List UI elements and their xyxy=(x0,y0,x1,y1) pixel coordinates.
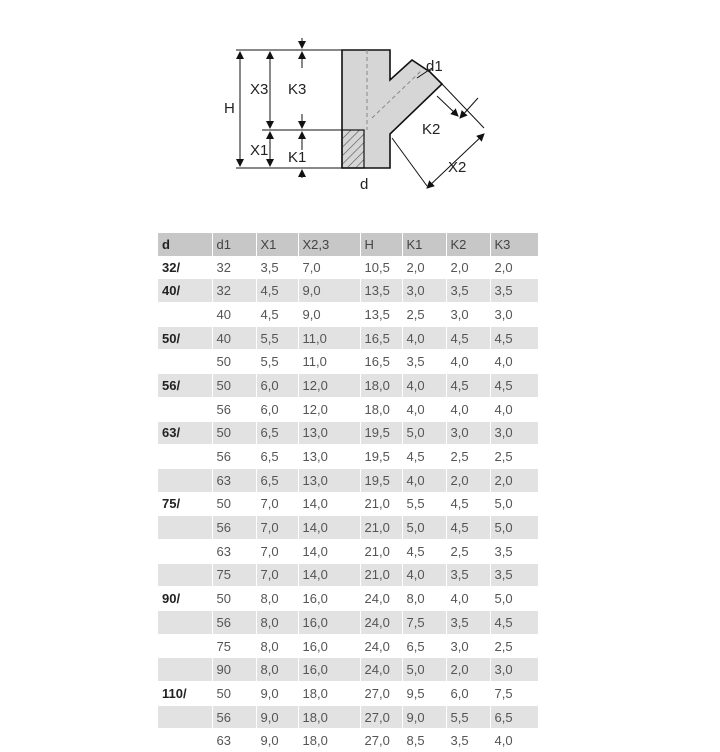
table-cell: 3,5 xyxy=(446,611,490,635)
label-X3: X3 xyxy=(250,81,269,98)
table-cell: 5,0 xyxy=(490,516,538,540)
table-cell: 50/ xyxy=(158,326,212,350)
table-row xyxy=(158,468,538,492)
dimension-table xyxy=(158,233,539,752)
table-cell: 3,0 xyxy=(446,421,490,445)
table-cell xyxy=(158,468,212,492)
table-cell: 19,5 xyxy=(360,468,402,492)
table-row xyxy=(158,587,538,611)
table-cell: 18,0 xyxy=(360,374,402,398)
table-cell: 4,5 xyxy=(256,303,298,327)
table-cell: 32 xyxy=(212,279,256,303)
table-cell: 16,0 xyxy=(298,634,360,658)
table-cell: 3,5 xyxy=(446,563,490,587)
table-cell: 10,5 xyxy=(360,256,402,279)
table-cell xyxy=(158,729,212,752)
table-cell: 8,0 xyxy=(256,611,298,635)
table-cell: 3,5 xyxy=(446,729,490,752)
table-cell: 18,0 xyxy=(298,682,360,706)
table-row xyxy=(158,611,538,635)
table-cell: 4,0 xyxy=(402,326,446,350)
table-cell xyxy=(158,705,212,729)
column-header-h: H xyxy=(360,233,402,256)
label-K2: K2 xyxy=(422,121,441,138)
table-cell: 13,0 xyxy=(298,421,360,445)
table-cell: 27,0 xyxy=(360,705,402,729)
table-cell: 13,0 xyxy=(298,445,360,469)
table-cell: 75/ xyxy=(158,492,212,516)
table-cell: 5,0 xyxy=(490,587,538,611)
table-cell: 4,0 xyxy=(402,397,446,421)
table-cell: 14,0 xyxy=(298,563,360,587)
table-cell: 2,0 xyxy=(402,256,446,279)
table-cell: 40 xyxy=(212,303,256,327)
table-row xyxy=(158,492,538,516)
table-cell xyxy=(158,611,212,635)
table-cell: 110/ xyxy=(158,682,212,706)
table-cell: 13,5 xyxy=(360,279,402,303)
table-cell: 27,0 xyxy=(360,729,402,752)
table-cell: 21,0 xyxy=(360,563,402,587)
table-cell: 63 xyxy=(212,468,256,492)
table-cell: 4,5 xyxy=(490,374,538,398)
table-cell: 56 xyxy=(212,445,256,469)
table-cell: 4,5 xyxy=(402,445,446,469)
table-cell: 4,0 xyxy=(490,350,538,374)
table-cell: 32 xyxy=(212,256,256,279)
table-cell: 3,5 xyxy=(490,279,538,303)
table-cell: 5,0 xyxy=(402,658,446,682)
table-cell: 4,5 xyxy=(256,279,298,303)
table-cell: 4,5 xyxy=(446,516,490,540)
table-header-row xyxy=(158,233,538,256)
table-cell: 16,0 xyxy=(298,611,360,635)
table-row xyxy=(158,539,538,563)
table-cell: 24,0 xyxy=(360,611,402,635)
table-cell: 3,5 xyxy=(446,279,490,303)
table-cell: 8,0 xyxy=(256,658,298,682)
table-cell: 3,5 xyxy=(402,350,446,374)
table-cell xyxy=(158,445,212,469)
table-cell: 9,0 xyxy=(256,705,298,729)
table-cell: 14,0 xyxy=(298,516,360,540)
table-cell: 3,0 xyxy=(490,421,538,445)
table-cell: 50 xyxy=(212,421,256,445)
table-body xyxy=(158,256,538,752)
table-cell: 24,0 xyxy=(360,634,402,658)
table-cell: 6,5 xyxy=(402,634,446,658)
label-d1: d1 xyxy=(426,58,443,75)
table-cell: 4,0 xyxy=(490,729,538,752)
hatched-wall xyxy=(342,130,364,168)
table-cell: 14,0 xyxy=(298,492,360,516)
table-cell: 4,5 xyxy=(490,326,538,350)
column-header-k3: K3 xyxy=(490,233,538,256)
table-cell: 12,0 xyxy=(298,374,360,398)
table-cell: 16,5 xyxy=(360,350,402,374)
table-cell xyxy=(158,563,212,587)
table-cell: 27,0 xyxy=(360,682,402,706)
table-cell: 63 xyxy=(212,729,256,752)
table-cell: 90/ xyxy=(158,587,212,611)
table-cell: 14,0 xyxy=(298,539,360,563)
table-cell: 16,0 xyxy=(298,587,360,611)
table-cell: 9,0 xyxy=(256,682,298,706)
table-cell: 56 xyxy=(212,397,256,421)
column-header-d1: d1 xyxy=(212,233,256,256)
table-cell: 56 xyxy=(212,611,256,635)
table-row xyxy=(158,658,538,682)
table-cell: 2,5 xyxy=(446,539,490,563)
table-cell: 4,0 xyxy=(446,397,490,421)
table-row xyxy=(158,303,538,327)
table-cell: 6,0 xyxy=(446,682,490,706)
table-cell: 18,0 xyxy=(360,397,402,421)
table-cell: 5,0 xyxy=(402,516,446,540)
table-row xyxy=(158,729,538,752)
table-cell: 5,5 xyxy=(256,350,298,374)
table-cell: 3,0 xyxy=(490,658,538,682)
table-cell: 9,0 xyxy=(256,729,298,752)
table-cell: 21,0 xyxy=(360,516,402,540)
table-cell: 6,5 xyxy=(256,445,298,469)
table-row xyxy=(158,705,538,729)
table-cell xyxy=(158,516,212,540)
table-cell: 11,0 xyxy=(298,350,360,374)
table-row xyxy=(158,397,538,421)
table-cell: 8,0 xyxy=(256,634,298,658)
table-cell: 7,0 xyxy=(256,539,298,563)
table-cell: 50 xyxy=(212,350,256,374)
table-cell: 56 xyxy=(212,705,256,729)
table-cell: 6,5 xyxy=(256,421,298,445)
table-cell: 5,5 xyxy=(446,705,490,729)
table-cell: 7,5 xyxy=(402,611,446,635)
table-cell: 18,0 xyxy=(298,729,360,752)
table-cell: 3,0 xyxy=(446,634,490,658)
table-cell xyxy=(158,539,212,563)
table-cell: 3,0 xyxy=(402,279,446,303)
table-cell: 3,0 xyxy=(490,303,538,327)
table-cell: 5,0 xyxy=(402,421,446,445)
table-cell: 21,0 xyxy=(360,539,402,563)
table-cell: 3,5 xyxy=(490,563,538,587)
table-cell: 4,5 xyxy=(490,611,538,635)
table-row xyxy=(158,326,538,350)
label-X2: X2 xyxy=(448,159,467,176)
table-cell: 6,0 xyxy=(256,397,298,421)
table-cell: 2,0 xyxy=(446,658,490,682)
table-row xyxy=(158,634,538,658)
table-row xyxy=(158,682,538,706)
table-cell: 6,0 xyxy=(256,374,298,398)
table-cell: 7,0 xyxy=(256,492,298,516)
table-row xyxy=(158,350,538,374)
table-cell: 90 xyxy=(212,658,256,682)
label-K1: K1 xyxy=(288,149,307,166)
table-cell: 7,0 xyxy=(298,256,360,279)
table-cell: 12,0 xyxy=(298,397,360,421)
fitting-dimension-drawing xyxy=(222,38,522,198)
column-header-d: d xyxy=(158,233,212,256)
table-cell: 9,0 xyxy=(298,303,360,327)
table-row xyxy=(158,279,538,303)
label-X1: X1 xyxy=(250,142,269,159)
label-H: H xyxy=(224,100,235,117)
table-cell: 19,5 xyxy=(360,421,402,445)
label-K3: K3 xyxy=(288,81,307,98)
table-cell: 4,0 xyxy=(490,397,538,421)
table-cell: 2,0 xyxy=(446,468,490,492)
table-cell: 4,0 xyxy=(446,350,490,374)
table-cell: 18,0 xyxy=(298,705,360,729)
table-cell: 21,0 xyxy=(360,492,402,516)
table-cell xyxy=(158,397,212,421)
table-cell: 2,0 xyxy=(446,256,490,279)
table-cell: 2,5 xyxy=(490,445,538,469)
table-cell: 2,5 xyxy=(490,634,538,658)
column-header-x2-3: X2,3 xyxy=(298,233,360,256)
table-cell: 40 xyxy=(212,326,256,350)
table-cell: 4,5 xyxy=(402,539,446,563)
table-cell: 4,5 xyxy=(446,374,490,398)
table-cell: 5,5 xyxy=(256,326,298,350)
table-cell: 16,0 xyxy=(298,658,360,682)
table-row xyxy=(158,563,538,587)
table-cell: 2,0 xyxy=(490,256,538,279)
table-cell: 3,5 xyxy=(490,539,538,563)
column-header-k1: K1 xyxy=(402,233,446,256)
table-cell: 6,5 xyxy=(256,468,298,492)
table-cell: 4,0 xyxy=(402,468,446,492)
table-cell: 63/ xyxy=(158,421,212,445)
table-row xyxy=(158,445,538,469)
table-cell: 5,5 xyxy=(402,492,446,516)
table-cell: 8,0 xyxy=(256,587,298,611)
label-d: d xyxy=(360,176,369,193)
table-cell: 7,0 xyxy=(256,563,298,587)
table-cell: 6,5 xyxy=(490,705,538,729)
table-cell: 56 xyxy=(212,516,256,540)
table-cell: 24,0 xyxy=(360,658,402,682)
table-row xyxy=(158,516,538,540)
table-cell: 8,5 xyxy=(402,729,446,752)
table-cell: 50 xyxy=(212,492,256,516)
table-cell: 2,5 xyxy=(402,303,446,327)
table-cell: 75 xyxy=(212,563,256,587)
table-cell: 11,0 xyxy=(298,326,360,350)
table-cell: 16,5 xyxy=(360,326,402,350)
table-cell: 75 xyxy=(212,634,256,658)
table-cell: 8,0 xyxy=(402,587,446,611)
table-cell: 7,0 xyxy=(256,516,298,540)
table-cell: 40/ xyxy=(158,279,212,303)
table-cell: 5,0 xyxy=(490,492,538,516)
table-cell xyxy=(158,658,212,682)
column-header-x1: X1 xyxy=(256,233,298,256)
table-cell: 24,0 xyxy=(360,587,402,611)
table-cell xyxy=(158,634,212,658)
table-cell: 4,0 xyxy=(446,587,490,611)
table-cell: 56/ xyxy=(158,374,212,398)
table-cell: 3,5 xyxy=(256,256,298,279)
table-cell: 9,0 xyxy=(298,279,360,303)
table-row xyxy=(158,256,538,279)
table-cell: 50 xyxy=(212,587,256,611)
table-cell: 50 xyxy=(212,682,256,706)
table-cell: 63 xyxy=(212,539,256,563)
table-cell: 9,5 xyxy=(402,682,446,706)
table-cell xyxy=(158,303,212,327)
table-cell: 2,0 xyxy=(490,468,538,492)
column-header-k2: K2 xyxy=(446,233,490,256)
table-cell: 4,5 xyxy=(446,492,490,516)
table-row xyxy=(158,421,538,445)
table-row xyxy=(158,374,538,398)
table-cell: 13,0 xyxy=(298,468,360,492)
table-cell: 4,0 xyxy=(402,374,446,398)
table-cell: 4,5 xyxy=(446,326,490,350)
table-cell: 32/ xyxy=(158,256,212,279)
table-cell: 13,5 xyxy=(360,303,402,327)
table-cell: 19,5 xyxy=(360,445,402,469)
table-cell: 2,5 xyxy=(446,445,490,469)
table-cell xyxy=(158,350,212,374)
table-cell: 3,0 xyxy=(446,303,490,327)
table-cell: 4,0 xyxy=(402,563,446,587)
table-cell: 50 xyxy=(212,374,256,398)
table-cell: 7,5 xyxy=(490,682,538,706)
table-cell: 9,0 xyxy=(402,705,446,729)
